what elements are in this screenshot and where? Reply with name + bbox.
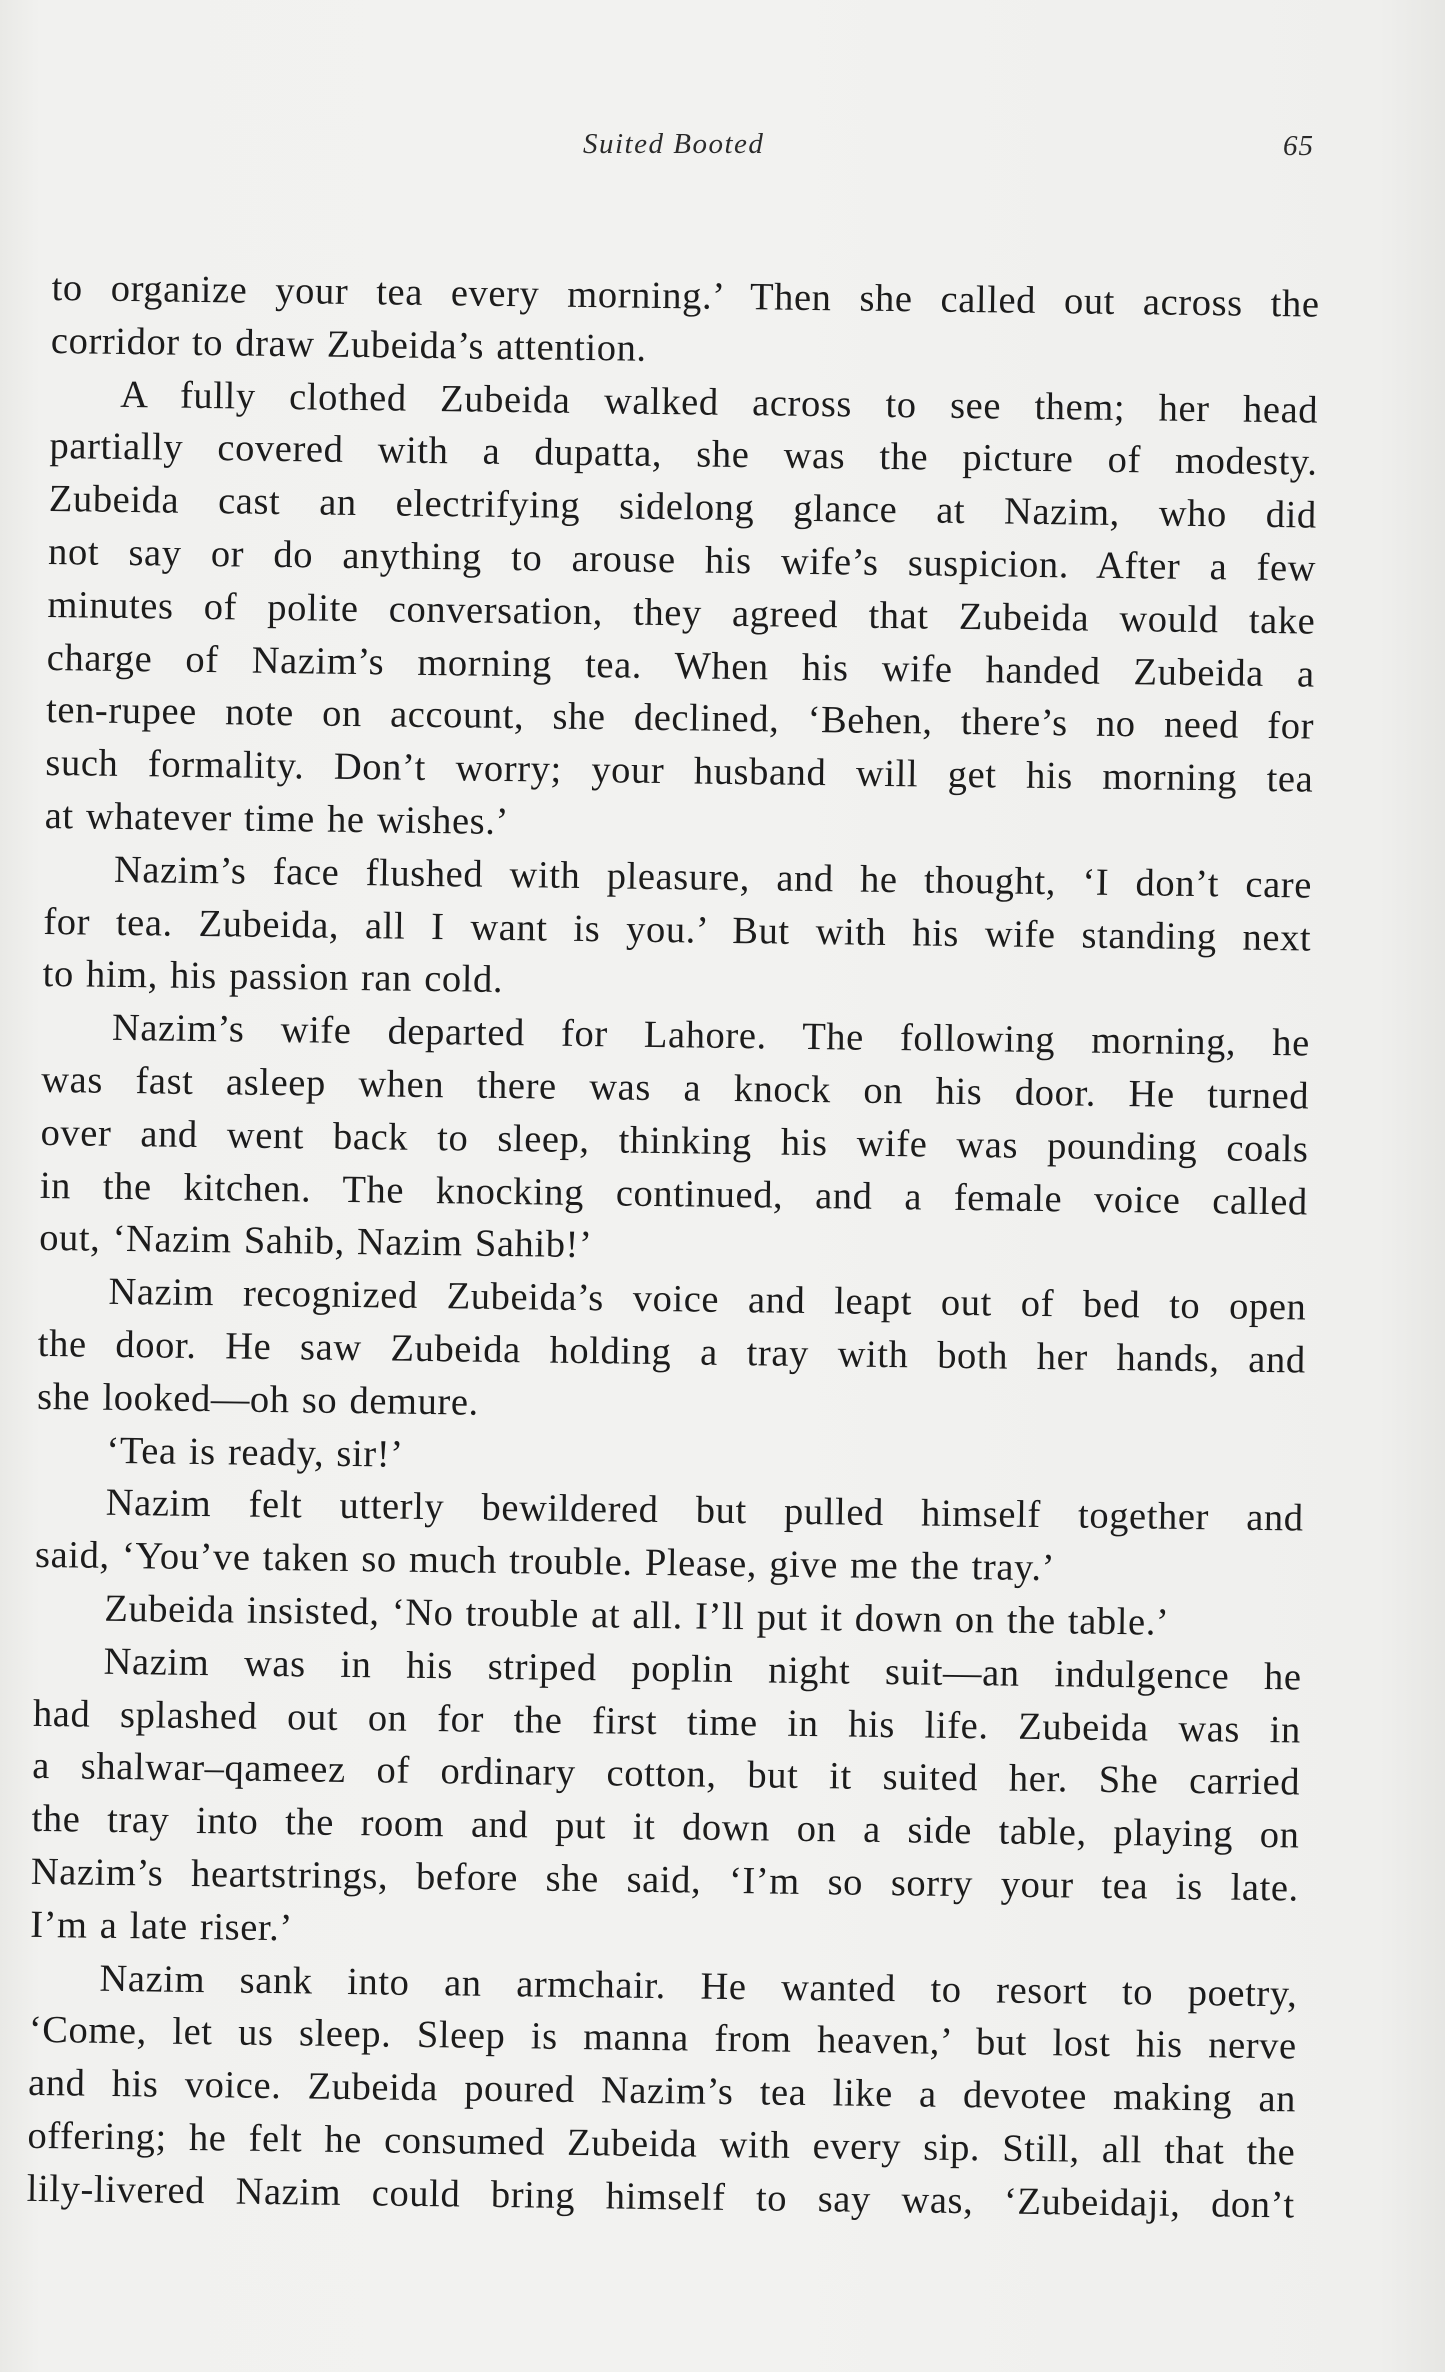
text-line: over and went back to sleep, thinking his wife was pounding coals [40, 1111, 1309, 1171]
text-line: said, ‘You’ve taken so much trouble. Please, give me the tray.’ [34, 1534, 1056, 1590]
text-line: and his voice. Zubeida poured Nazim’s tea like a devotee making an [27, 2061, 1297, 2121]
text-line: such formality. Don’t worry; your husband will get his morning tea [45, 742, 1314, 801]
text-line: Nazim recognized Zubeida’s voice and leapt out of bed to open [108, 1270, 1307, 1329]
text-line: ‘Come, let us sleep. Sleep is manna from heaven,’ but lost his nerve [28, 2009, 1298, 2068]
text-line: had splashed out on for the first time in his life. Zubeida was in [32, 1692, 1302, 1751]
text-line: ‘Tea is ready, sir!’ [106, 1429, 404, 1476]
text-line: Nazim was in his striped poplin night suit—an indulgence he [103, 1640, 1302, 1699]
text-line: lily-livered Nazim could bring himself to say was, ‘Zubeidaji, don’t [26, 2167, 1295, 2227]
text-line: partially covered with a dupatta, she was the picture of modesty. [49, 425, 1318, 484]
body-text [26, 262, 1319, 2232]
text-line: Nazim felt utterly bewildered but pulled himself together and [105, 1482, 1304, 1540]
text-line: ten-rupee note on account, she declined, ‘Behen, there’s no need for [45, 689, 1315, 748]
text-line: the door. He saw Zubeida holding a tray with both her hands, and [37, 1322, 1307, 1382]
text-line: to him, his passion ran cold. [42, 953, 504, 1002]
text-line: Nazim’s heartstrings, before she said, ‘I’m so sorry your tea is late. [30, 1850, 1300, 1910]
text-line: A fully clothed Zubeida walked across to see them; her head [119, 373, 1319, 432]
running-title: Suited Booted [583, 128, 765, 160]
text-line: Nazim’s wife departed for Lahore. The following morning, he [111, 1007, 1311, 1065]
text-line: charge of Nazim’s morning tea. When his wife handed Zubeida a [46, 636, 1315, 696]
text-line: a shalwar–qameez of ordinary cotton, but it suited her. She carried [32, 1745, 1301, 1804]
text-line: she looked—oh so demure. [36, 1375, 480, 1424]
text-line: was fast asleep when there was a knock on his door. He turned [41, 1058, 1310, 1118]
page-number: 65 [1283, 130, 1314, 162]
text-line: I’m a late riser.’ [29, 1903, 294, 1949]
text-line: Nazim sank into an armchair. He wanted to resort to poetry, [99, 1957, 1298, 2015]
text-line: corridor to draw Zubeida’s attention. [50, 319, 647, 370]
text-line: the tray into the room and put it down on a side table, playing on [31, 1797, 1300, 1857]
text-line: not say or do anything to arouse his wife’s suspicion. After a few [47, 530, 1317, 590]
text-line: to organize your tea every morning.’ Then she called out across the [51, 266, 1320, 326]
text-line: offering; he felt he consumed Zubeida with every sip. Still, all that the [27, 2114, 1296, 2174]
text-line: Zubeida insisted, ‘No trouble at all. I’ll put it down on the table.’ [104, 1587, 1170, 1644]
text-line: Zubeida cast an electrifying sidelong glance at Nazim, who did [48, 478, 1318, 537]
text-line: Nazim’s face flushed with pleasure, and he thought, ‘I don’t care [113, 848, 1313, 907]
running-head [0, 128, 1445, 172]
text-line: in the kitchen. The knocking continued, and a female voice called [39, 1164, 1309, 1224]
text-line: minutes of polite conversation, they agreed that Zubeida would take [47, 583, 1316, 643]
text-line: out, ‘Nazim Sahib, Nazim Sahib!’ [38, 1217, 593, 1267]
text-line: for tea. Zubeida, all I want is you.’ But with his wife standing next [43, 900, 1312, 960]
text-line: at whatever time he wishes.’ [44, 794, 510, 843]
